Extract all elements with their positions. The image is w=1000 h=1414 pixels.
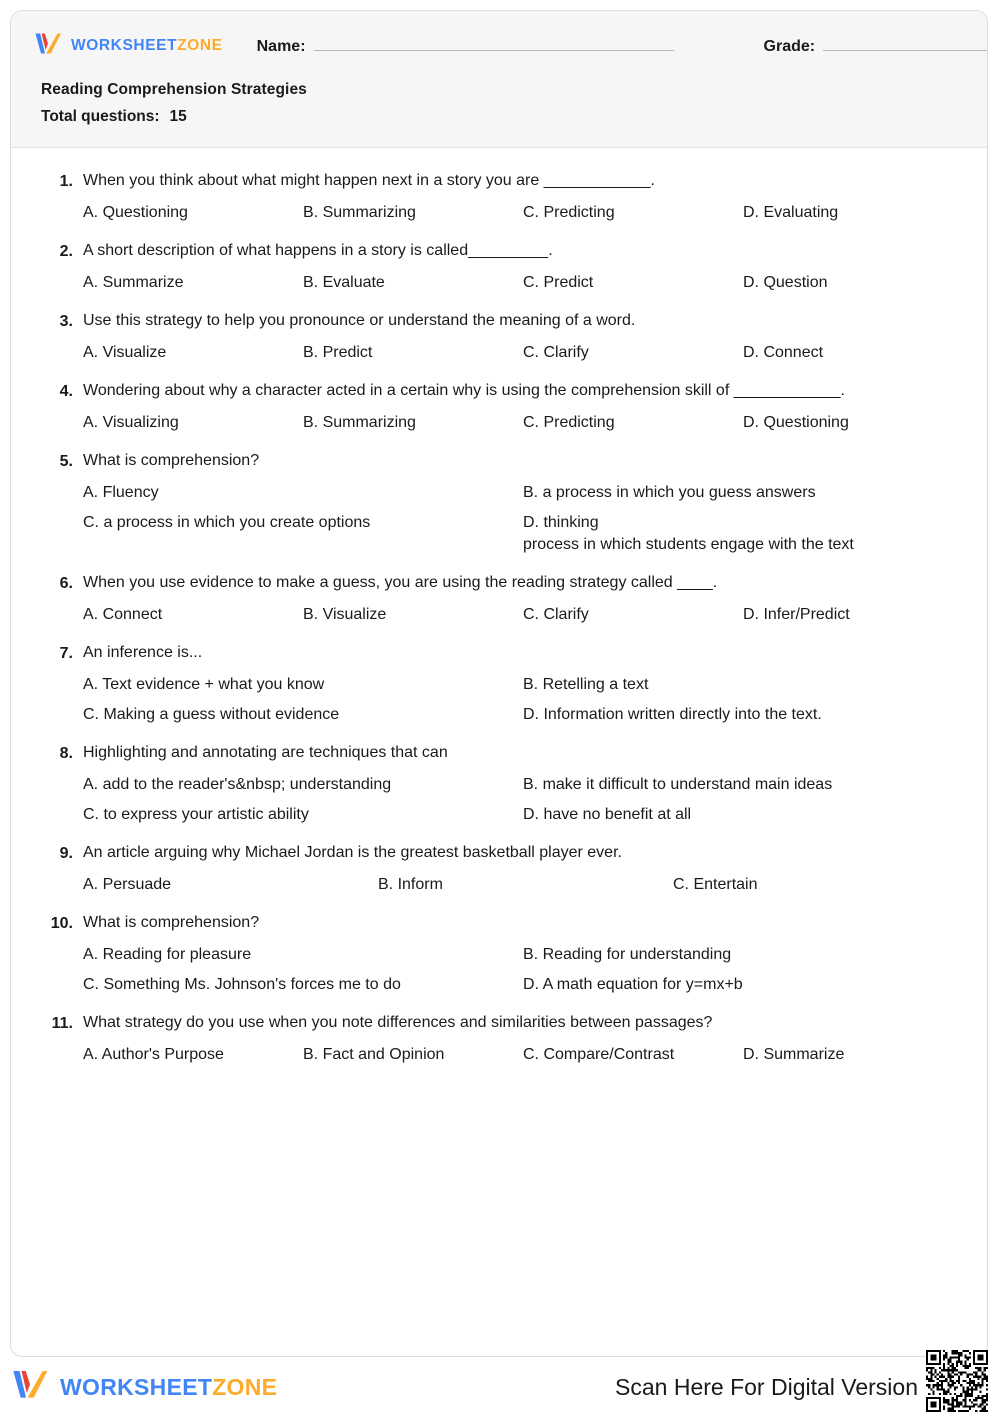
- answer-option[interactable]: [523, 482, 963, 504]
- footer-worksheetzone-w-logo-icon: [10, 1367, 50, 1408]
- answer-option[interactable]: [303, 604, 523, 626]
- footer-brand-word-primary: WORKSHEET: [60, 1373, 213, 1400]
- answer-option-line: C. Clarify: [523, 606, 589, 623]
- answer-options: [83, 482, 965, 556]
- question-body: [73, 742, 965, 826]
- answer-option-line: B. Retelling a text: [523, 676, 649, 693]
- name-label: Name:: [256, 38, 306, 55]
- question-number: 7.: [59, 645, 73, 662]
- answer-option-line: D. Evaluating: [743, 204, 839, 221]
- answer-option-row: [83, 674, 965, 696]
- question-text: Wondering about why a character acted in a certain why is using the comprehension skill of ____________.: [83, 382, 845, 399]
- worksheet-meta: [33, 81, 965, 126]
- answer-option[interactable]: [83, 1044, 303, 1066]
- answer-option-line: A. Questioning: [83, 204, 188, 221]
- answer-option-line: A. Visualizing: [83, 414, 179, 431]
- answer-option[interactable]: [83, 604, 303, 626]
- answer-option-row: [83, 804, 965, 826]
- question-body: [73, 1012, 965, 1066]
- answer-option[interactable]: [303, 412, 523, 434]
- answer-option-line: A. Fluency: [83, 484, 159, 501]
- answer-option[interactable]: [523, 412, 743, 434]
- answer-option[interactable]: [83, 674, 523, 696]
- question-body: [73, 842, 968, 896]
- answer-option-row: [83, 202, 965, 224]
- answer-option-wrap-line: process in which students engage with the text: [523, 536, 854, 553]
- question-text: What strategy do you use when you note differences and similarities between passages?: [83, 1014, 713, 1031]
- footer-brand-logo: [10, 1367, 277, 1408]
- answer-options: [83, 1044, 965, 1066]
- answer-option[interactable]: [303, 1044, 523, 1066]
- answer-option[interactable]: [523, 974, 963, 996]
- answer-option-line: A. Reading for pleasure: [83, 946, 252, 963]
- question-item: [33, 842, 965, 896]
- answer-option-row: [83, 874, 968, 896]
- answer-option-line: A. Connect: [83, 606, 163, 623]
- answer-options: [83, 342, 965, 364]
- scan-here-text: Scan Here For Digital Version: [615, 1373, 918, 1400]
- question-number: 6.: [59, 575, 73, 592]
- answer-option[interactable]: [523, 674, 963, 696]
- footer-brand-logo-text: [60, 1374, 277, 1401]
- footer-brand-word-secondary: ZONE: [212, 1373, 278, 1400]
- answer-option[interactable]: [523, 342, 743, 364]
- question-item: [33, 380, 965, 434]
- question-number: 11.: [51, 1015, 73, 1032]
- answer-option-line: D. Question: [743, 274, 828, 291]
- answer-option-line: D. thinking: [523, 514, 599, 531]
- question-body: [73, 572, 965, 626]
- answer-option[interactable]: [303, 272, 523, 294]
- worksheet-title: Reading Comprehension Strategies: [41, 81, 307, 98]
- question-text: An inference is...: [83, 644, 203, 661]
- answer-option[interactable]: [523, 202, 743, 224]
- answer-option-line: D. Questioning: [743, 414, 849, 431]
- answer-option-row: [83, 272, 965, 294]
- answer-option-line: A. Summarize: [83, 274, 184, 291]
- grade-input-line[interactable]: [823, 36, 988, 51]
- answer-option-row: [83, 944, 965, 966]
- answer-option-line: C. Compare/Contrast: [523, 1046, 675, 1063]
- answer-option[interactable]: [83, 704, 523, 726]
- question-body: [73, 170, 965, 224]
- answer-options: [83, 412, 965, 434]
- question-item: [33, 450, 965, 556]
- worksheetzone-w-logo-icon: [33, 31, 63, 62]
- question-text: Highlighting and annotating are techniques that can: [83, 744, 448, 761]
- answer-option-line: C. Something Ms. Johnson's forces me to do: [83, 976, 401, 993]
- answer-option-line: C. Making a guess without evidence: [83, 706, 340, 723]
- answer-options: [83, 604, 965, 626]
- answer-option[interactable]: [378, 874, 673, 896]
- grade-field-group: [764, 36, 988, 56]
- question-text: An article arguing why Michael Jordan is the greatest basketball player ever.: [83, 844, 622, 861]
- answer-options: [83, 674, 965, 726]
- question-body: [73, 240, 965, 294]
- question-text: When you think about what might happen next in a story you are ____________.: [83, 172, 655, 189]
- answer-option-line: D. Information written directly into the text.: [523, 706, 822, 723]
- answer-option[interactable]: [523, 804, 963, 826]
- answer-option[interactable]: [83, 512, 523, 556]
- question-number: 5.: [59, 453, 73, 470]
- answer-option-line: B. Summarizing: [303, 204, 416, 221]
- answer-option-line: B. Evaluate: [303, 274, 385, 291]
- answer-option[interactable]: [743, 1044, 963, 1066]
- answer-option-row: [83, 512, 965, 556]
- question-item: [33, 310, 965, 364]
- total-questions-label: Total questions:: [41, 108, 160, 125]
- question-number: 4.: [59, 383, 73, 400]
- answer-option-row: [83, 342, 965, 364]
- answer-options: [83, 272, 965, 294]
- answer-option-line: B. make it difficult to understand main ideas: [523, 776, 833, 793]
- answer-option[interactable]: [83, 974, 523, 996]
- answer-option[interactable]: [523, 774, 963, 796]
- answer-option-line: C. Predicting: [523, 414, 615, 431]
- question-item: [33, 912, 965, 996]
- brand-word-primary: WORKSHEET: [71, 37, 178, 54]
- question-item: [33, 170, 965, 224]
- answer-option-line: B. Predict: [303, 344, 373, 361]
- answer-option-line: C. Entertain: [673, 876, 758, 893]
- question-item: [33, 240, 965, 294]
- answer-option[interactable]: [523, 272, 743, 294]
- answer-option[interactable]: [673, 874, 968, 896]
- question-item: [33, 642, 965, 726]
- answer-option-line: B. Inform: [378, 876, 443, 893]
- answer-options: [83, 774, 965, 826]
- answer-option[interactable]: [523, 604, 743, 626]
- answer-option[interactable]: [303, 202, 523, 224]
- qr-code-icon[interactable]: [926, 1362, 988, 1412]
- answer-option-line: B. Visualize: [303, 606, 387, 623]
- question-number: 8.: [59, 745, 73, 762]
- answer-option-line: D. Connect: [743, 344, 824, 361]
- answer-option[interactable]: [743, 272, 963, 294]
- answer-option[interactable]: [523, 704, 963, 726]
- answer-option-line: B. Summarizing: [303, 414, 416, 431]
- answer-option[interactable]: [83, 874, 378, 896]
- question-item: [33, 1012, 965, 1066]
- question-number: 2.: [59, 243, 73, 260]
- answer-option[interactable]: [743, 604, 963, 626]
- answer-option-line: C. Predict: [523, 274, 594, 291]
- question-body: [73, 380, 965, 434]
- answer-options: [83, 202, 965, 224]
- question-number: 3.: [59, 313, 73, 330]
- answer-option[interactable]: [743, 202, 963, 224]
- answer-option[interactable]: [743, 412, 963, 434]
- answer-option[interactable]: [523, 1044, 743, 1066]
- answer-option-line: C. Predicting: [523, 204, 615, 221]
- question-number: 9.: [59, 845, 73, 862]
- question-body: [73, 912, 965, 996]
- grade-label: Grade:: [763, 38, 816, 55]
- questions-list: [11, 148, 987, 1092]
- answer-option[interactable]: [83, 412, 303, 434]
- answer-option-line: A. Author's Purpose: [83, 1046, 224, 1063]
- brand-logo: [33, 31, 223, 62]
- answer-option-line: D. Summarize: [743, 1046, 845, 1063]
- header-top-row: [33, 29, 965, 63]
- answer-option-line: A. Text evidence + what you know: [83, 676, 325, 693]
- answer-option[interactable]: [83, 202, 303, 224]
- question-text: Use this strategy to help you pronounce or understand the meaning of a word.: [83, 312, 636, 329]
- question-item: [33, 742, 965, 826]
- question-body: [73, 310, 965, 364]
- answer-option[interactable]: [303, 342, 523, 364]
- question-number: 1.: [59, 173, 73, 190]
- question-text: When you use evidence to make a guess, you are using the reading strategy called ____.: [83, 574, 718, 591]
- answer-option-line: A. add to the reader's&nbsp; understanding: [83, 776, 392, 793]
- answer-option[interactable]: [83, 774, 523, 796]
- answer-options: [83, 874, 968, 896]
- answer-option-line: B. a process in which you guess answers: [523, 484, 816, 501]
- question-number: 10.: [50, 915, 73, 932]
- answer-options: [83, 944, 965, 996]
- name-input-line[interactable]: [314, 36, 674, 51]
- answer-option-row: [83, 1044, 965, 1066]
- answer-option[interactable]: [83, 342, 303, 364]
- question-text: What is comprehension?: [83, 452, 260, 469]
- worksheet-footer: [10, 1365, 988, 1409]
- answer-option[interactable]: [83, 482, 523, 504]
- answer-option-line: C. to express your artistic ability: [83, 806, 309, 823]
- total-questions-count: 15: [169, 108, 187, 125]
- answer-option-line: C. a process in which you create options: [83, 514, 371, 531]
- question-body: [73, 450, 965, 556]
- question-item: [33, 572, 965, 626]
- answer-option-row: [83, 412, 965, 434]
- answer-option[interactable]: [743, 342, 963, 364]
- worksheet-card: [10, 10, 988, 1357]
- answer-option-row: [83, 704, 965, 726]
- answer-option-line: D. have no benefit at all: [523, 806, 692, 823]
- answer-option-line: B. Fact and Opinion: [303, 1046, 445, 1063]
- name-field-group: [257, 36, 674, 56]
- answer-option-line: A. Persuade: [83, 876, 172, 893]
- question-text: A short description of what happens in a story is called_________.: [83, 242, 553, 259]
- question-text: What is comprehension?: [83, 914, 260, 931]
- worksheet-header: [11, 11, 987, 148]
- answer-option[interactable]: [83, 272, 303, 294]
- brand-word-secondary: ZONE: [177, 37, 223, 54]
- answer-option-line: B. Reading for understanding: [523, 946, 732, 963]
- brand-logo-text: [71, 37, 223, 55]
- answer-option-row: [83, 482, 965, 504]
- answer-option-line: D. A math equation for y=mx+b: [523, 976, 743, 993]
- answer-option[interactable]: [83, 804, 523, 826]
- answer-option[interactable]: [83, 944, 523, 966]
- answer-option-line: A. Visualize: [83, 344, 167, 361]
- answer-option-row: [83, 604, 965, 626]
- answer-option-row: [83, 774, 965, 796]
- total-questions: [41, 108, 965, 126]
- answer-option-line: D. Infer/Predict: [743, 606, 850, 623]
- answer-option[interactable]: [523, 944, 963, 966]
- answer-option-line: C. Clarify: [523, 344, 589, 361]
- footer-scan-group: [615, 1362, 988, 1412]
- answer-option[interactable]: [523, 512, 963, 556]
- answer-option-row: [83, 974, 965, 996]
- question-body: [73, 642, 965, 726]
